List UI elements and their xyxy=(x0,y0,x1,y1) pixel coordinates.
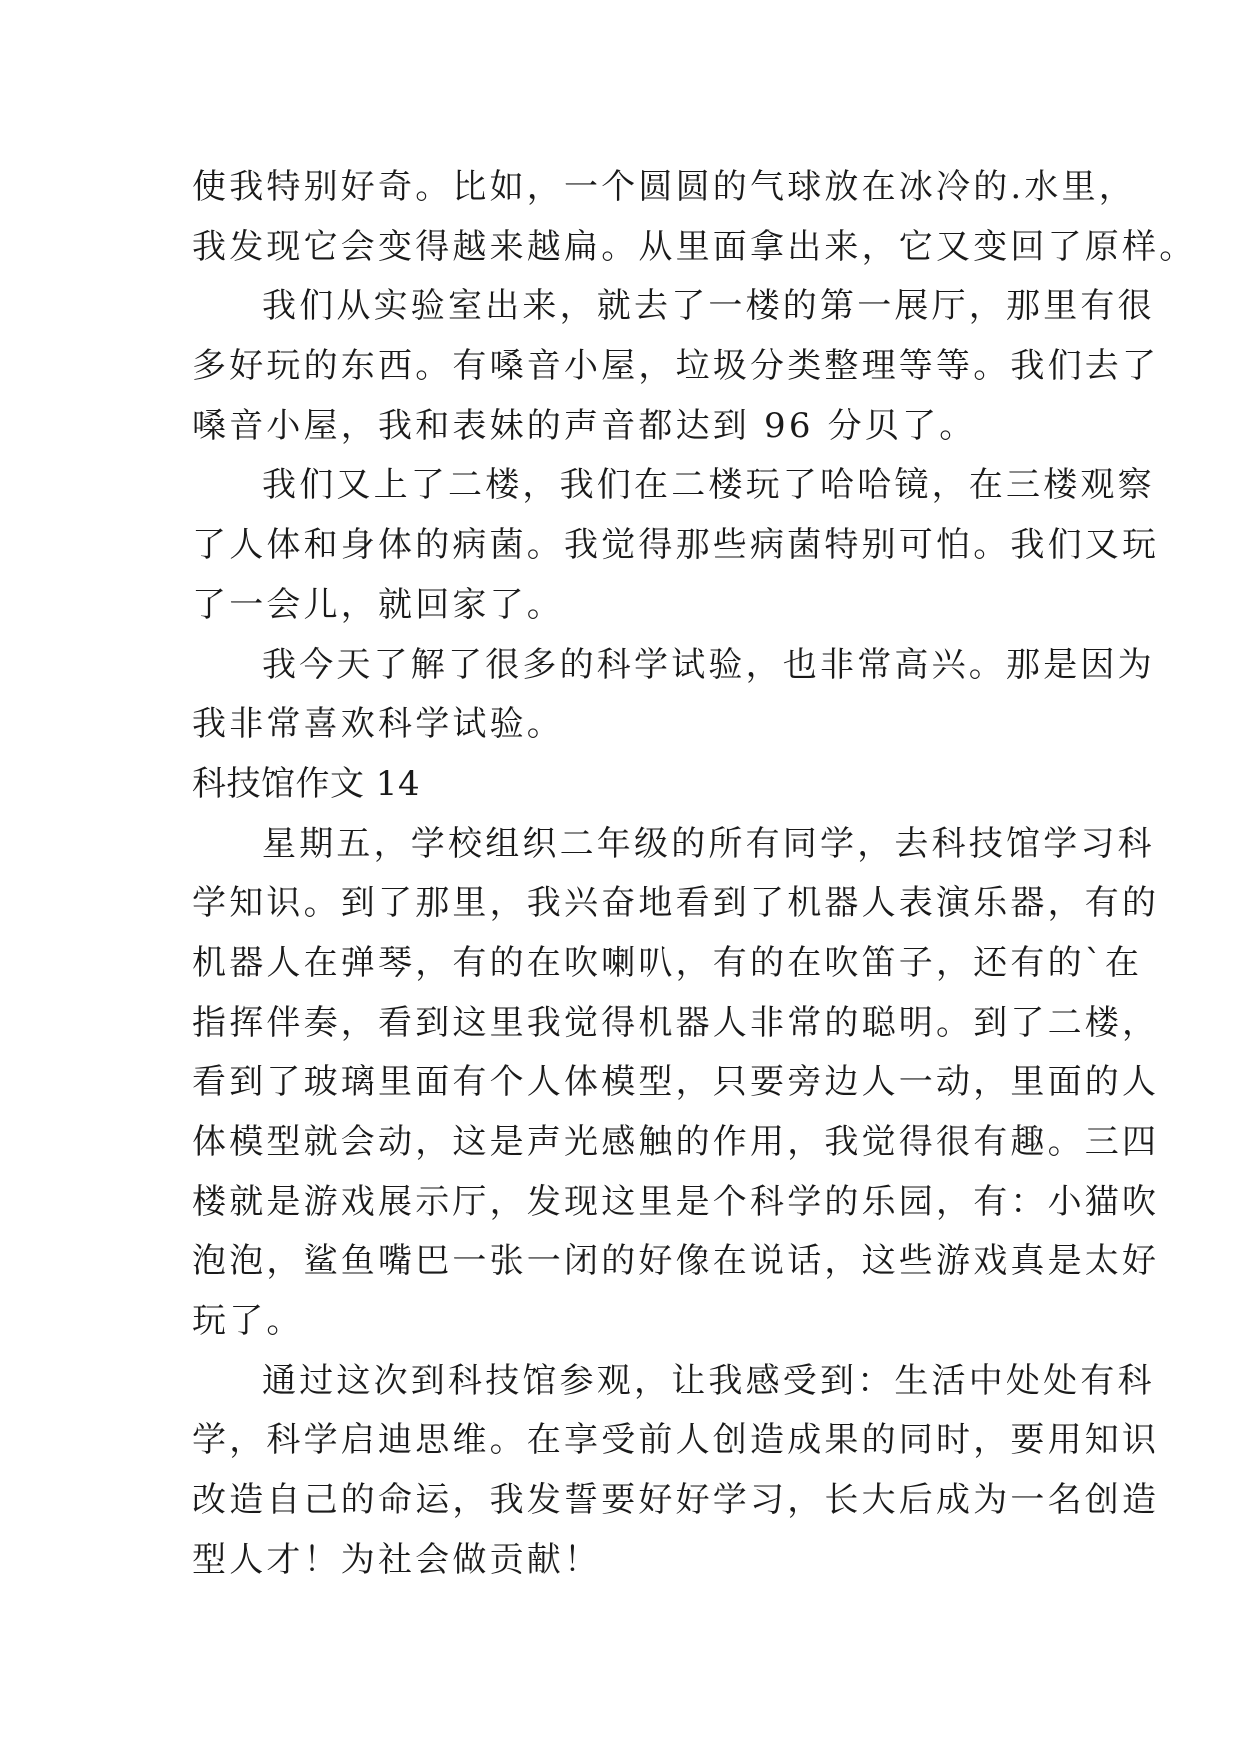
text-line: 泡泡，鲨鱼嘴巴一张一闭的好像在说话，这些游戏真是太好 xyxy=(192,1241,1160,1282)
paragraph-first-line: 通过这次到科技馆参观，让我感受到：生活中处处有科 xyxy=(262,1360,1155,1401)
paragraph-first-line: 我们又上了二楼，我们在二楼玩了哈哈镜，在三楼观察 xyxy=(262,465,1155,506)
text-line: 指挥伴奏，看到这里我觉得机器人非常的聪明。到了二楼， xyxy=(192,1002,1160,1043)
text-line: 使我特别好奇。比如，一个圆圆的气球放在冰冷的.水里， xyxy=(192,167,1137,207)
text-line: 学，科学启迪思维。在享受前人创造成果的同时，要用知识 xyxy=(192,1420,1160,1461)
text-line: 多好玩的东西。有嗓音小屋，垃圾分类整理等等。我们去了 xyxy=(192,346,1160,387)
text-line: 了人体和身体的病菌。我觉得那些病菌特别可怕。我们又玩 xyxy=(192,525,1160,566)
text-line: 玩了。 xyxy=(192,1301,304,1342)
paragraph-first-line: 星期五，学校组织二年级的所有同学，去科技馆学习科 xyxy=(262,823,1155,864)
paragraph-first-line: 我今天了解了很多的科学试验，也非常高兴。那是因为 xyxy=(262,644,1155,685)
text-line: 改造自己的命运，我发誓要好好学习，长大后成为一名创造 xyxy=(192,1480,1160,1521)
text-line: 机器人在弹琴，有的在吹喇叭，有的在吹笛子，还有的`在 xyxy=(192,942,1143,983)
text-line: 型人才！为社会做贡献！ xyxy=(192,1539,602,1580)
text-line: 了一会儿，就回家了。 xyxy=(192,584,564,625)
text-line: 嗓音小屋，我和表妹的声音都达到 96 分贝了。 xyxy=(192,405,977,446)
text-line: 我发现它会变得越来越扁。从里面拿出来，它又变回了原样。 xyxy=(192,226,1197,267)
text-line: 体模型就会动，这是声光感触的作用，我觉得很有趣。三四 xyxy=(192,1122,1160,1162)
paragraph-first-line: 我们从实验室出来，就去了一楼的第一展厅，那里有很 xyxy=(262,286,1155,327)
text-line: 我非常喜欢科学试验。 xyxy=(192,704,564,745)
essay-text-block xyxy=(192,158,1197,1591)
text-line: 楼就是游戏展示厅，发现这里是个科学的乐园，有：小猫吹 xyxy=(192,1181,1160,1222)
text-line: 学知识。到了那里，我兴奋地看到了机器人表演乐器，有的 xyxy=(192,883,1160,924)
text-line: 看到了玻璃里面有个人体模型，只要旁边人一动，里面的人 xyxy=(192,1062,1160,1103)
essay-title: 科技馆作文 14 xyxy=(192,763,421,804)
